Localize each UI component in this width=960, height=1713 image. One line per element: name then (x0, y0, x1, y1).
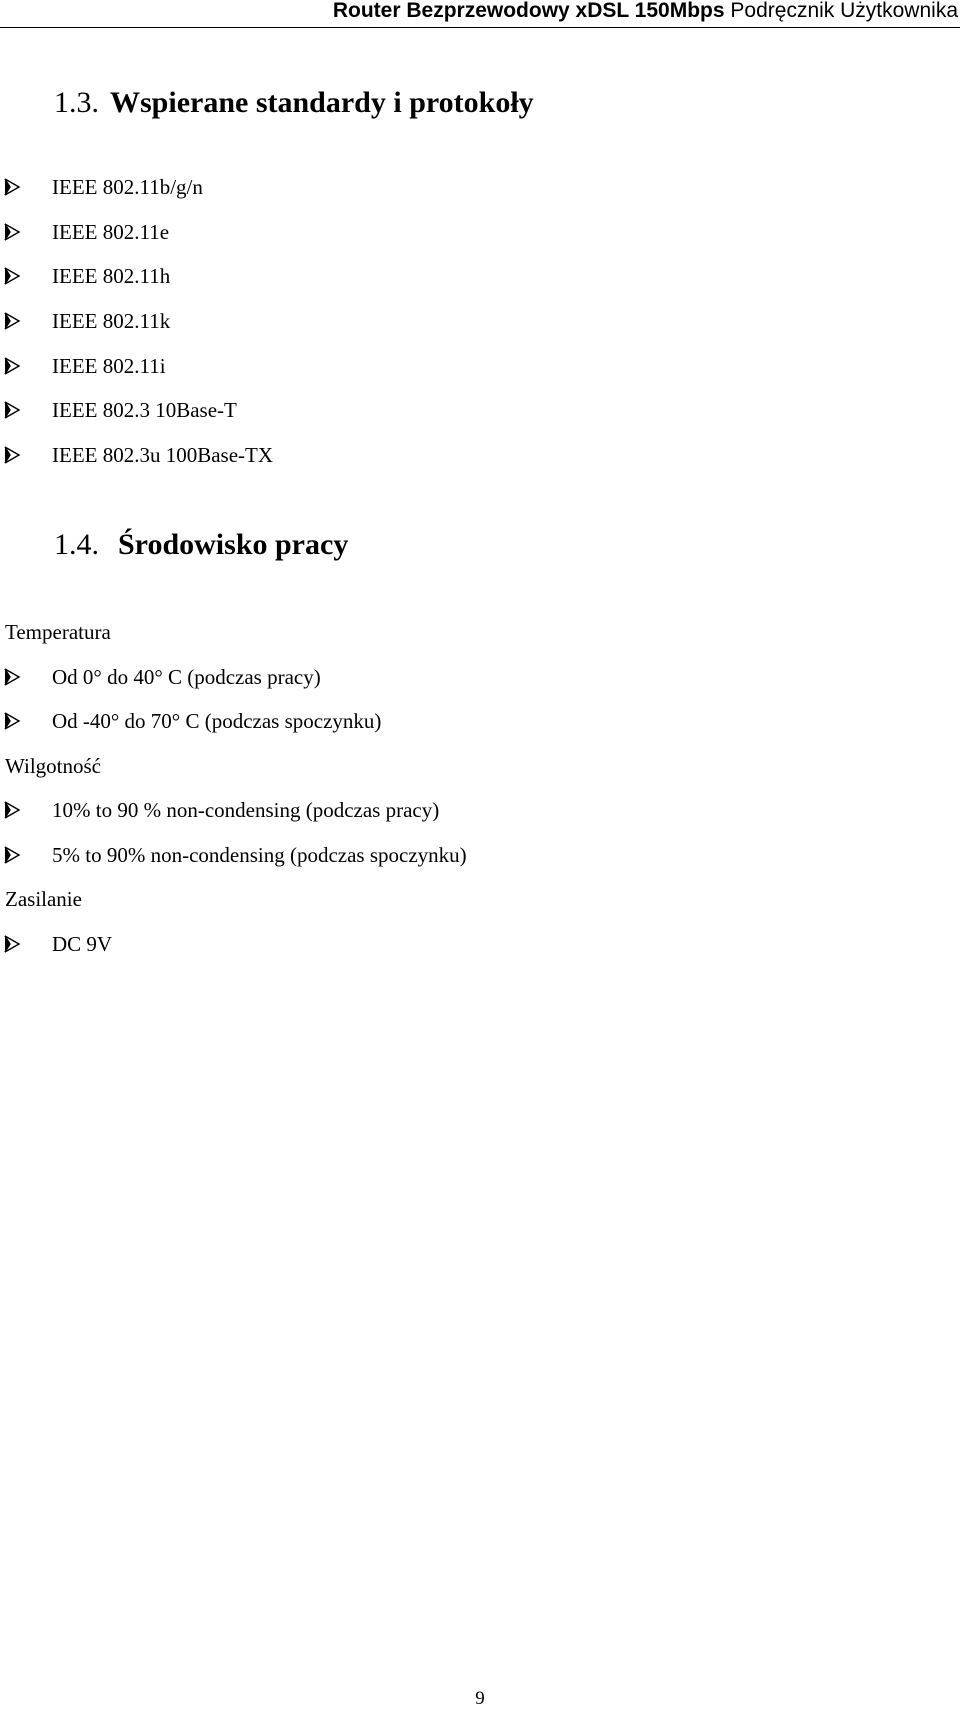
list-item-text: 10% to 90 % non-condensing (podczas pracy) (52, 798, 440, 822)
arrowhead-bullet-icon (2, 845, 22, 865)
arrowhead-bullet-icon (2, 266, 22, 286)
arrowhead-bullet-icon (2, 222, 22, 242)
list-item-text: IEEE 802.11k (52, 309, 171, 334)
list-item-text: IEEE 802.3 10Base-T (52, 398, 237, 423)
list-item-text: DC 9V (52, 931, 113, 956)
arrowhead-bullet-icon (2, 934, 22, 954)
arrowhead-bullet-icon (2, 667, 22, 687)
section-heading-1-3 (54, 86, 534, 120)
section-title: Wspierane standardy i protokoły (110, 86, 534, 119)
header-manual-name: Podręcznik Użytkownika (730, 0, 958, 22)
list-item-text: IEEE 802.11i (52, 353, 166, 378)
section-heading-1-4 (54, 528, 348, 562)
list-item-text: IEEE 802.3u 100Base-TX (52, 443, 274, 468)
list-item-text: IEEE 802.11b/g/n (52, 175, 203, 199)
list-item-text: IEEE 802.11e (52, 219, 170, 244)
list-item-text: IEEE 802.11h (52, 264, 171, 289)
list-item-text: 5% to 90% non-condensing (podczas spoczynku) (52, 842, 467, 867)
arrowhead-bullet-icon (2, 445, 22, 465)
arrowhead-bullet-icon (2, 400, 22, 420)
power-label: Zasilanie (5, 887, 82, 911)
page-header (0, 0, 960, 28)
arrowhead-bullet-icon (2, 311, 22, 331)
temperature-label: Temperatura (5, 620, 111, 644)
list-item-text: Od 0° do 40° C (podczas pracy) (52, 664, 321, 689)
humidity-label: Wilgotność (5, 753, 101, 778)
page-number: 9 (475, 1688, 485, 1709)
arrowhead-bullet-icon (2, 711, 22, 731)
header-product-name: Router Bezprzewodowy xDSL 150Mbps (332, 0, 725, 22)
section-number: 1.3. (54, 86, 99, 119)
arrowhead-bullet-icon (2, 177, 22, 197)
arrowhead-bullet-icon (2, 800, 22, 820)
arrowhead-bullet-icon (2, 356, 22, 376)
section-title: Środowisko pracy (118, 528, 349, 561)
list-item-text: Od -40° do 70° C (podczas spoczynku) (52, 709, 382, 733)
section-number: 1.4. (54, 528, 99, 561)
header-title (333, 0, 958, 23)
